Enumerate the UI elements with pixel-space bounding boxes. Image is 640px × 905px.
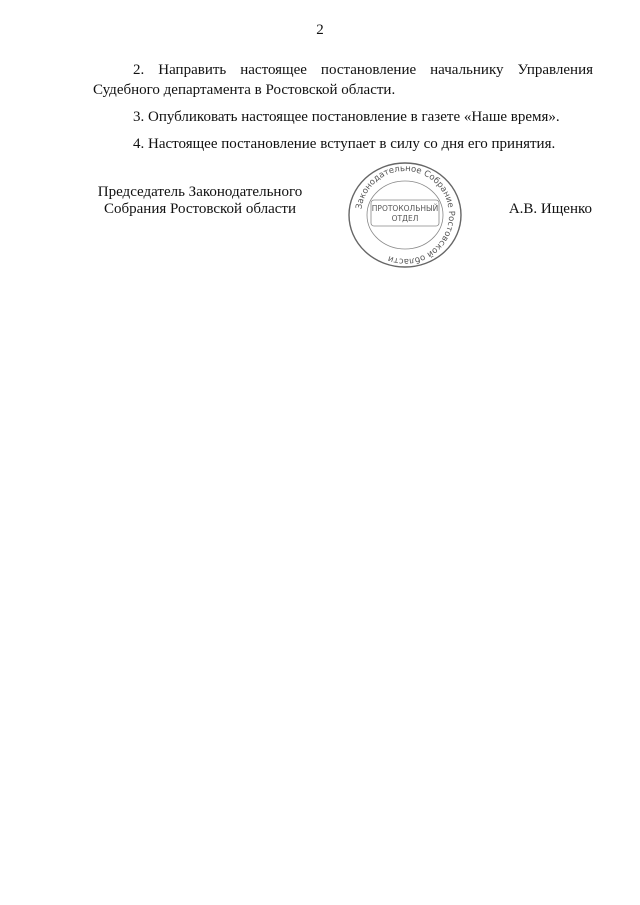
signatory-title-line2: Собрания Ростовской области	[104, 201, 296, 217]
seal-ring-text: Законодательное Собрание Ростовской области	[354, 163, 457, 267]
seal-inner-line1: ПРОТОКОЛЬНЫЙ	[371, 204, 439, 213]
paragraph-4: 4. Настоящее постановление вступает в силу со дня его принятия.	[133, 136, 556, 152]
signatory-name: А.В. Ищенко	[508, 201, 592, 217]
paragraph-3: 3. Опубликовать настоящее постановление в газете «Наше время».	[133, 109, 560, 125]
signatory-title-line1: Председатель Законодательного	[97, 184, 303, 200]
seal-icon	[345, 160, 465, 270]
document-body	[93, 60, 593, 161]
paragraph-2: 2. Направить настоящее постановление начальнику Управления Судебного департамента в Ростовской области.	[93, 62, 593, 98]
signatory-title	[80, 184, 320, 218]
page-number: 2	[316, 22, 324, 38]
official-seal-stamp	[345, 160, 465, 270]
seal-inner-line2: ОТДЕЛ	[391, 214, 419, 223]
